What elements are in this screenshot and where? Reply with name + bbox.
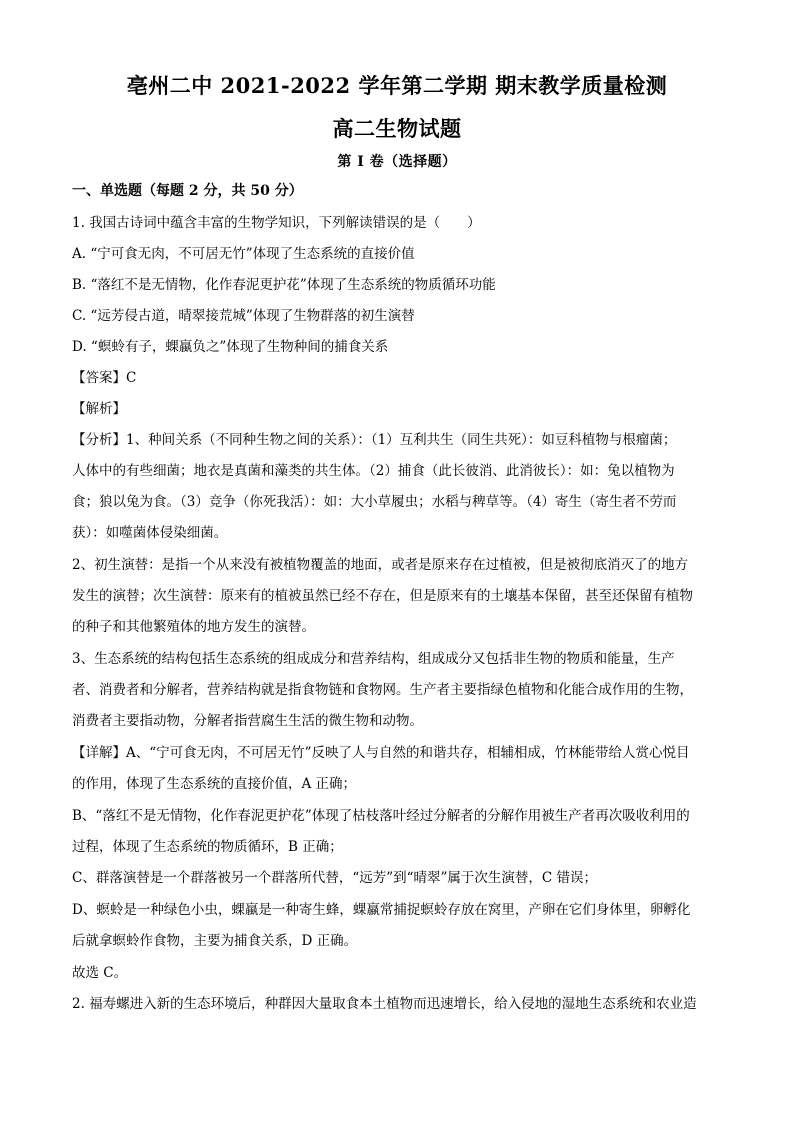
text-line: 的种子和其他繁殖体的地方发生的演替。 (72, 619, 315, 635)
question-2-stem: 2. 福寿螺进入新的生态环境后，种群因大量取食本土植物而迅速增长，给入侵地的湿地生态系统和农业造 (72, 996, 697, 1012)
option-c: C. “远芳侵古道，晴翠接荒城”体现了生物群落的初生演替 (72, 308, 415, 324)
option-d: D. “螟蛉有子，蜾蠃负之”体现了生物种间的捕食关系 (72, 339, 389, 355)
option-a: A. “宁可食无肉，不可居无竹”体现了生态系统的直接价值 (72, 246, 415, 262)
text-line: 发生的演替；次生演替：原来有的植被虽然已经不存在，但是原来有的土壤基本保留，甚至还保留有植物 (72, 588, 693, 604)
text-line: 食；狼以兔为食。（3）竞争（你死我活）：如：大小草履虫；水稻与稗草等。（4）寄生（寄生者不劳而 (72, 494, 677, 510)
text-line: 【分析】1、种间关系（不同种生物之间的关系）：（1）互利共生（同生共死）：如豆科植物与根瘤菌； (72, 432, 677, 448)
text-line: D、螟蛉是一种绿色小虫，蜾蠃是一种寄生蜂，蜾蠃常捕捉螟蛉存放在窝里，产卵在它们身体里，卵孵化 (72, 902, 691, 918)
text-line: C、群落演替是一个群落被另一个群落所代替，“远芳”到“晴翠”属于次生演替，C 错误； (72, 870, 598, 886)
text-line: 3、生态系统的结构包括生态系统的组成成分和营养结构，组成成分又包括非生物的物质和能量，生产 (72, 651, 675, 667)
text-line: 的作用，体现了生态系统的直接价值，A 正确； (72, 776, 357, 792)
text-line: 人体中的有些细菌；地衣是真菌和藻类的共生体。（2）捕食（此长彼消、此消彼长）：如：兔以植物为 (72, 463, 675, 479)
conclusion-line: 故选 C。 (72, 965, 128, 981)
text-line: 后就拿螟蛉作食物，主要为捕食关系，D 正确。 (72, 933, 358, 949)
exam-subtitle: 高二生物试题 (332, 116, 462, 141)
answer-label: 【答案】C (72, 370, 137, 386)
option-b: B. “落红不是无情物，化作春泥更护花”体现了生态系统的物质循环功能 (72, 277, 496, 293)
analysis-label: 【解析】 (72, 401, 126, 417)
text-line: 者、消费者和分解者，营养结构就是指食物链和食物网。生产者主要指绿色植物和化能合成作用的生物， (72, 682, 693, 698)
text-line: 消费者主要指动物，分解者指营腐生生活的微生物和动物。 (72, 713, 423, 729)
section-heading: 一、单选题（每题 2 分，共 50 分） (72, 183, 303, 199)
text-line: B、“落红不是无情物，化作春泥更护花”体现了枯枝落叶经过分解者的分解作用被生产者再次吸收利用的 (72, 808, 690, 824)
text-line: 过程，体现了生态系统的物质循环，B 正确； (72, 839, 343, 855)
text-line: 【详解】A、“宁可食无肉，不可居无竹”反映了人与自然的和谐共存，相辅相成，竹林能带给人赏心悦目 (72, 745, 690, 761)
volume-heading: 第 I 卷（选择题） (337, 154, 457, 170)
text-line: 获）：如噬菌体侵染细菌。 (72, 525, 228, 541)
exam-title: 亳州二中 2021-2022 学年第二学期 期末教学质量检测 (126, 73, 668, 98)
text-line: 2、初生演替：是指一个从来没有被植物覆盖的地面，或者是原来存在过植被，但是被彻底消灭了的地方 (72, 557, 689, 573)
question-1-stem: 1. 我国古诗词中蕴含丰富的生物学知识，下列解读错误的是（ ） (72, 215, 481, 231)
